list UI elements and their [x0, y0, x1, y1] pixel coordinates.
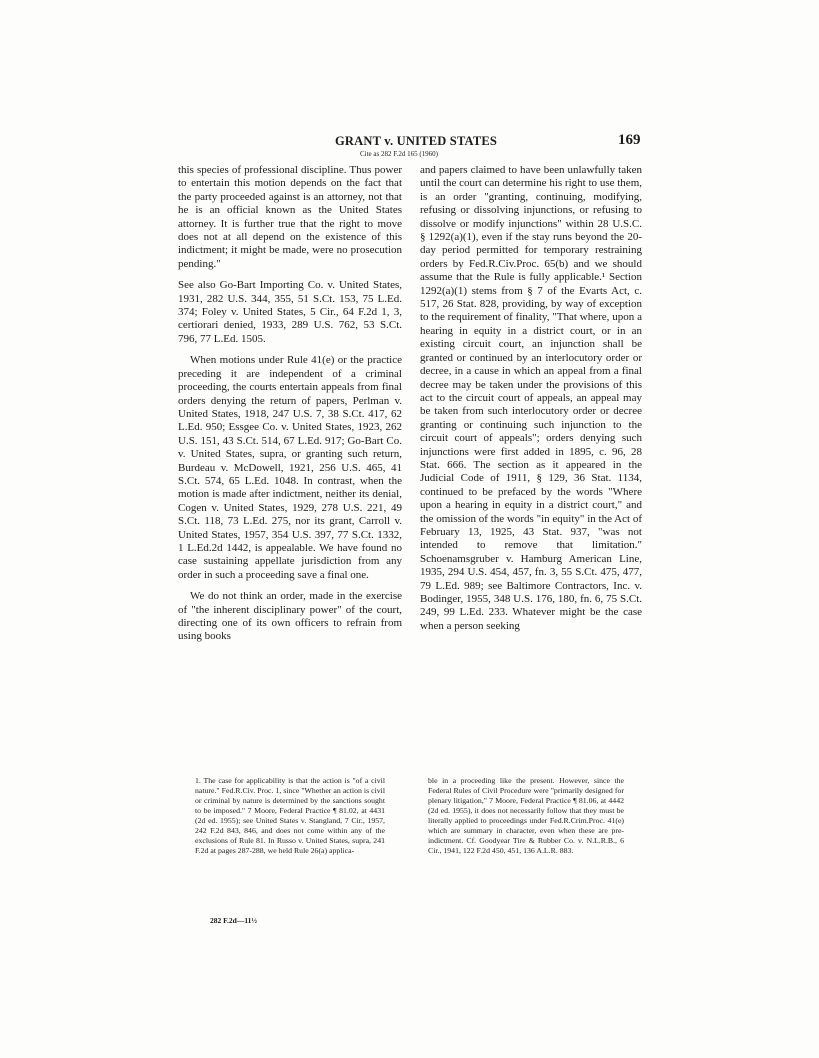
- page-number: 169: [618, 132, 641, 148]
- running-header: [0, 134, 819, 164]
- case-title: GRANT v. UNITED STATES: [335, 134, 498, 148]
- paragraph: and papers claimed to have been unlawfully taken until the court can determine his right to use them, is an order "granting, continuing, modifying, refusing or dissolving injunctions, or refusing to dissolve or modify injunctions" within 28 U.S.C. § 1292(a)(1), even if the stay runs beyond the 20-day period permitted for temporary restraining orders by Fed.R.Civ.Proc. 65(b) and we should assume that the Rule is fully applicable.¹ Section 1292(a)(1) stems from § 7 of the Evarts Act, c. 517, 26 Stat. 828, providing, by way of exception to the requirement of finality, "That where, upon a hearing in equity in a district court, or in an existing circuit court, an injunction shall be granted or continued by an interlocutory order or decree, in a cause in which an appeal from a final decree may be taken under the provisions of this act to the circuit court of appeals, an appeal may be taken from such interlocutory order or decree granting or continuing such injunction to the circuit court of appeals"; orders denying such injunctions were first added in 1895, c. 96, 28 Stat. 666. The section as it appeared in the Judicial Code of 1911, § 129, 36 Stat. 1134, continued to be prefaced by the words "Where upon a hearing in equity in a district court," and the omission of the words "in equity" in the Act of February 13, 1925, 43 Stat. 937, "was not intended to remove that limitation." Schoenamsgruber v. Hamburg American Line, 1935, 294 U.S. 454, 457, fn. 3, 55 S.Ct. 475, 477, 79 L.Ed. 989; see Baltimore Contractors, Inc. v. Bodinger, 1955, 348 U.S. 176, 180, fn. 6, 75 S.Ct. 249, 99 L.Ed. 233. Whatever might be the case when a person seeking: [420, 164, 642, 632]
- citation-line: Cite as 282 F.2d 165 (1960): [360, 150, 438, 158]
- signature-line: 282 F.2d—11½: [210, 916, 258, 925]
- paragraph: See also Go-Bart Importing Co. v. United States, 1931, 282 U.S. 344, 355, 51 S.Ct. 153, 75 L.Ed. 374; Foley v. United States, 5 Cir., 64 F.2d 1, 3, certiorari denied, 1933, 289 U.S. 762, 53 S.Ct. 796, 77 L.Ed. 1505.: [178, 279, 402, 345]
- footnote-left: 1. The case for applicability is that the action is "of a civil nature." Fed.R.Civ. Proc. 1, since "Whether an action is civil or criminal by nature is determined by the sanctions sought to be imposed." 7 Moore, Federal Practice ¶ 81.02, at 4431 (2d ed. 1955); see United States v. Stangland, 7 Cir., 1957, 242 F.2d 843, 846, and does not come within any of the exclusions of Rule 81. In Russo v. United States, supra, 241 F.2d at pages 287-288, we held Rule 26(a) applica-: [195, 776, 385, 855]
- left-column: [178, 164, 402, 652]
- block-quote: this species of professional discipline. Thus power to entertain this motion depends on the fact that the party proceeded against is an attorney, not that he is an official known as the United States attorney. It is further true that the right to move does not at all depend on the existence of this indictment; it might be made, were no prosecution pending.": [178, 164, 402, 270]
- right-column: [420, 164, 642, 641]
- paragraph: We do not think an order, made in the exercise of "the inherent disciplinary power" of the court, directing one of its own officers to refrain from using books: [178, 590, 402, 643]
- paragraph: When motions under Rule 41(e) or the practice preceding it are independent of a criminal proceeding, the courts entertain appeals from final orders denying the return of papers, Perlman v. United States, 1918, 247 U.S. 7, 38 S.Ct. 417, 62 L.Ed. 950; Essgee Co. v. United States, 1923, 262 U.S. 151, 43 S.Ct. 514, 67 L.Ed. 917; Go-Bart Co. v. United States, supra, or granting such return, Burdeau v. McDowell, 1921, 256 U.S. 465, 41 S.Ct. 574, 65 L.Ed. 1048. In contrast, when the motion is made after indictment, neither its denial, Cogen v. United States, 1929, 278 U.S. 221, 49 S.Ct. 118, 73 L.Ed. 275, nor its grant, Carroll v. United States, 1957, 354 U.S. 397, 77 S.Ct. 1332, 1 L.Ed.2d 1442, is appealable. We have found no case sustaining appellate jurisdiction from any order in such a proceeding save a final one.: [178, 354, 402, 581]
- footnote-right: ble in a proceeding like the present. However, since the Federal Rules of Civil Procedure were "primarily designed for plenary litigation," 7 Moore, Federal Practice ¶ 81.06, at 4442 (2d ed. 1955), it does not necessarily follow that they must be literally applied to proceedings under Fed.R.Crim.Proc. 41(e) which are summary in character, even when these are pre-indictment. Cf. Goodyear Tire & Rubber Co. v. N.L.R.B., 6 Cir., 1941, 122 F.2d 450, 451, 136 A.L.R. 883.: [428, 776, 624, 855]
